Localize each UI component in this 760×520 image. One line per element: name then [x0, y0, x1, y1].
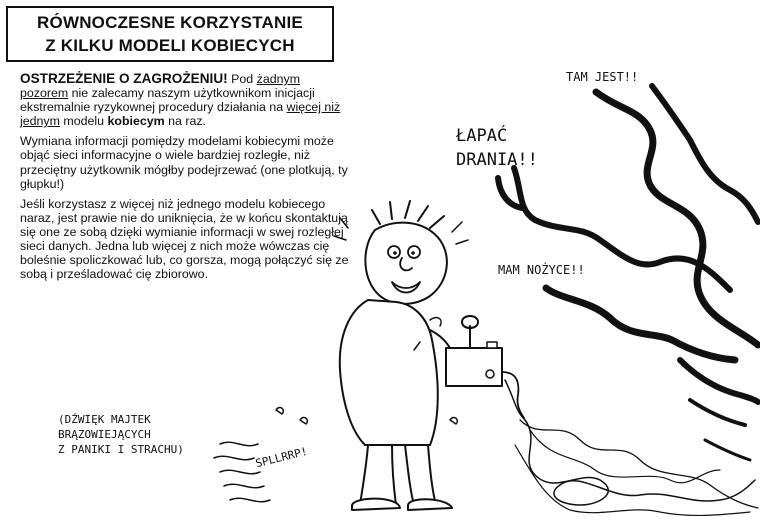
body-text: [20, 72, 350, 287]
title-box: [6, 6, 334, 62]
tangled-cable-3: [530, 430, 720, 483]
controller-box: [446, 348, 502, 386]
caption-sound-line-2: BRĄZOWIEJĄCYCH: [58, 428, 151, 441]
character-torso: [340, 300, 438, 445]
caption-sound: [58, 412, 184, 457]
character-leg-left: [360, 445, 396, 505]
speech-lapac-line-2: DRANIA!!: [456, 150, 538, 170]
warning-text-4: na raz.: [164, 114, 206, 129]
controller-joystick: [462, 316, 478, 348]
character-shoe-left: [352, 499, 400, 510]
character-shoe-right: [408, 499, 452, 510]
tentacle-line-6: [680, 360, 758, 402]
paragraph-warning: [20, 72, 350, 128]
paragraph-3: Jeśli korzystasz z więcej niż jednego modelu kobiecego naraz, jest prawie nie do uniknięcia, że w końcu skontaktują się one ze sobą dzięki wymianie informacji w swej rozległej sieci danych. Jedna lub więcej z nich może wówczas cię boleśnie spoliczkować lub, co gorsza, mogą połączyć się ze sobą i prześladować cię zbiorowo.: [20, 196, 349, 282]
tentacle-line-5: [546, 288, 735, 360]
warning-heading: OSTRZEŻENIE O ZAGROŻENIU!: [20, 71, 228, 86]
title-line-2: Z KILKU MODELI KOBIECYCH: [45, 36, 295, 55]
tangled-cable-4: [515, 445, 750, 515]
warning-text-3: modelu: [59, 114, 108, 129]
speech-mam-nozyce: MAM NOŻYCE!!: [498, 263, 585, 277]
controller-cable: [502, 372, 524, 418]
warning-text-1: Pod: [227, 72, 257, 86]
speech-lapac-drania: [456, 124, 538, 172]
tentacle-line-1: [596, 92, 758, 345]
paragraph-2: Wymiana informacji pomiędzy modelami kobiecymi może objąć sieci informacyjne o wiele bardziej rozległe, niż przeciętny użytkownik mógłby podejrzewać (one plotkują, ty głupku!): [20, 134, 348, 191]
stink-lines: [214, 442, 270, 501]
speech-lapac-line-1: ŁAPAĆ: [456, 126, 508, 146]
underlined-phrase-2: więcej niż jednym: [20, 100, 341, 129]
tentacle-line-8: [705, 440, 750, 460]
warning-text-2: nie zalecamy naszym użytkownikom inicjacji ekstremalnie ryzykownej procedury działania na: [20, 86, 315, 115]
underlined-phrase-1: żadnym pozorem: [20, 72, 301, 101]
caption-sound-line-3: Z PANIKI I STRACHU): [58, 443, 184, 456]
tangled-cable: [505, 380, 755, 505]
sound-effect-splat: SPLLRRP!: [254, 444, 309, 471]
title-line-1: RÓWNOCZESNE KORZYSTANIE: [37, 13, 303, 32]
caption-sound-line-1: (DŹWIĘK MAJTEK: [58, 413, 151, 426]
character-leg-right: [405, 445, 436, 505]
tentacle-line-7: [690, 400, 745, 425]
bold-word: kobiecym: [107, 114, 165, 129]
speech-tam-jest: TAM JEST!!: [566, 70, 639, 84]
